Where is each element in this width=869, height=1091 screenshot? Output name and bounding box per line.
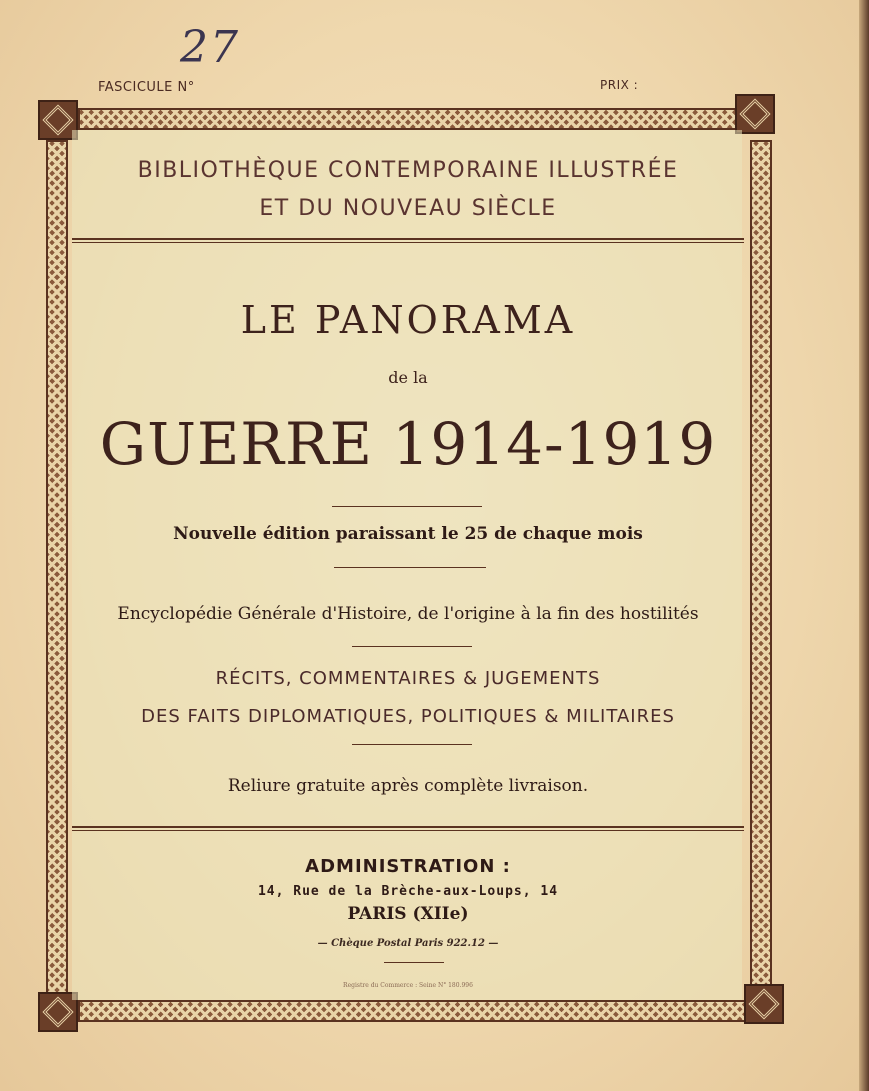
series-title-line1: BIBLIOTHÈQUE CONTEMPORAINE ILLUSTRÉE: [137, 158, 679, 183]
contents-line2: DES FAITS DIPLOMATIQUES, POLITIQUES & MILITAIRES: [141, 706, 675, 727]
binding-note: Reliure gratuite après complète livraison.: [227, 776, 589, 796]
city-line: PARIS (XIIe): [347, 904, 469, 924]
main-title: LE PANORAMA: [240, 298, 576, 342]
divider: [352, 646, 472, 647]
border-left: [46, 140, 68, 1000]
encyclopedia-subtitle: Encyclopédie Générale d'Histoire, de l'origine à la fin des hostilités: [117, 604, 699, 624]
address-line: 14, Rue de la Brèche-aux-Loups, 14: [257, 884, 559, 899]
divider: [384, 962, 444, 963]
divider: [334, 567, 486, 568]
corner-ornament-icon: [744, 984, 784, 1024]
prix-label: PRIX :: [600, 78, 639, 92]
commerce-registry: Registre du Commerce : Seine N° 180.996: [343, 982, 473, 989]
border-bottom: [78, 1000, 748, 1022]
divider-double: [72, 826, 744, 831]
border-top: [78, 108, 738, 130]
border-right: [750, 140, 772, 1000]
title-connector: de la: [388, 368, 428, 387]
contents-line1: RÉCITS, COMMENTAIRES & JUGEMENTS: [215, 668, 601, 689]
fascicule-label: FASCICULE N°: [98, 80, 195, 95]
divider: [352, 744, 472, 745]
series-title-line2: ET DU NOUVEAU SIÈCLE: [259, 196, 557, 221]
handwritten-issue-number: 27: [180, 22, 240, 73]
administration-label: ADMINISTRATION :: [305, 856, 511, 877]
edition-note: Nouvelle édition paraissant le 25 de chaque mois: [173, 524, 643, 544]
divider: [332, 506, 482, 507]
postal-cheque: — Chèque Postal Paris 922.12 —: [317, 938, 499, 949]
war-title: GUERRE 1914-1919: [99, 410, 717, 478]
page-edge: [859, 0, 869, 1091]
corner-ornament-icon: [735, 94, 775, 134]
divider-double: [72, 238, 744, 243]
